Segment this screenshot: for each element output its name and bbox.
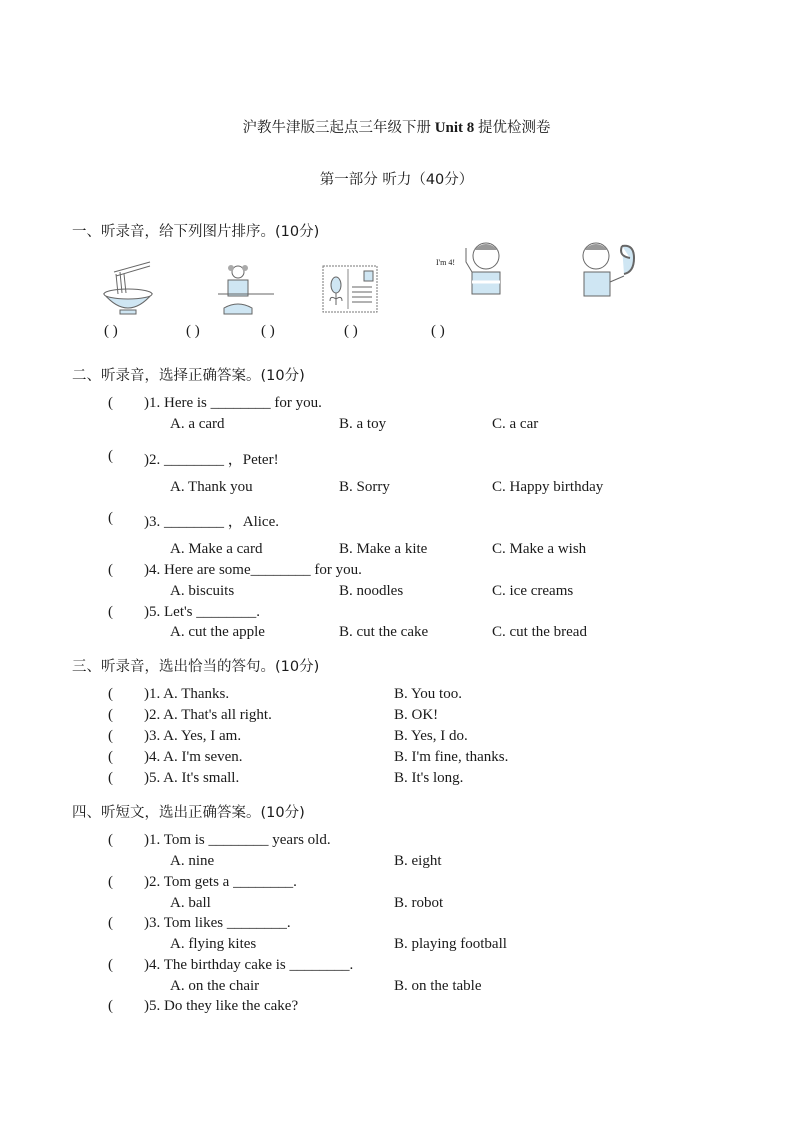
answer-paren[interactable]: ( bbox=[108, 957, 113, 973]
option-b: B. a toy bbox=[339, 416, 387, 432]
option-b: B. on the table bbox=[394, 978, 482, 994]
option-b: B. eight bbox=[394, 853, 442, 869]
option-c: C. Happy birthday bbox=[492, 479, 604, 495]
title-prefix: 沪教牛津版三起点三年级下册 bbox=[242, 120, 431, 136]
option-a: A. Thank you bbox=[170, 479, 253, 495]
option-b: B. Yes, I do. bbox=[394, 728, 468, 744]
answer-paren[interactable]: ( bbox=[108, 832, 113, 848]
option-a: A. cut the apple bbox=[170, 624, 265, 640]
question-stem: )1. Here is ________ for you. bbox=[144, 395, 322, 411]
option-a: )2. A. That's all right. bbox=[144, 707, 272, 723]
answer-paren[interactable]: ( bbox=[108, 998, 113, 1014]
answer-paren[interactable]: ( bbox=[108, 448, 113, 464]
option-a: A. on the chair bbox=[170, 978, 260, 994]
option-b: B. robot bbox=[394, 895, 444, 911]
document-title bbox=[0, 116, 793, 137]
question-stem: )3. Tom likes ________. bbox=[144, 915, 291, 931]
section4-heading: 四、听短文，选出正确答案。(10分) bbox=[72, 805, 305, 821]
answer-paren[interactable]: ( bbox=[108, 728, 113, 744]
title-unit: Unit 8 bbox=[434, 120, 475, 136]
option-a: )5. A. It's small. bbox=[144, 770, 240, 786]
answer-paren[interactable]: ( bbox=[108, 749, 113, 765]
option-b: B. playing football bbox=[394, 936, 507, 952]
option-c: C. cut the bread bbox=[492, 624, 587, 640]
question-stem: )2. Tom gets a ________. bbox=[144, 874, 297, 890]
option-c: C. Make a wish bbox=[492, 541, 587, 557]
noodles-bowl-image bbox=[100, 260, 156, 318]
option-b: B. You too. bbox=[394, 686, 462, 702]
option-a: A. flying kites bbox=[170, 936, 257, 952]
answer-paren[interactable]: ( bbox=[108, 707, 113, 723]
question-stem: )4. Here are some________ for you. bbox=[144, 562, 362, 578]
picture-caption-im-4: I'm 4! bbox=[436, 258, 455, 267]
option-a: )3. A. Yes, I am. bbox=[144, 728, 242, 744]
answer-paren[interactable]: ( bbox=[108, 915, 113, 931]
postcard-image bbox=[322, 265, 378, 315]
option-c: C. a car bbox=[492, 416, 539, 432]
answer-paren[interactable]: ( bbox=[108, 686, 113, 702]
option-b: B. I'm fine, thanks. bbox=[394, 749, 509, 765]
question-stem: )3. ________ ，Alice. bbox=[144, 514, 279, 530]
option-b: B. OK! bbox=[394, 707, 439, 723]
question-stem: )5. Let's ________. bbox=[144, 604, 261, 620]
answer-paren[interactable]: ( bbox=[108, 604, 113, 620]
option-a: A. a card bbox=[170, 416, 225, 432]
option-b: B. Sorry bbox=[339, 479, 390, 495]
girl-making-card-image bbox=[218, 262, 274, 318]
answer-blank-5[interactable]: ( ) bbox=[431, 323, 445, 339]
boy-holding-four-fingers-image bbox=[458, 238, 508, 298]
question-stem: )1. Tom is ________ years old. bbox=[144, 832, 331, 848]
option-b: B. It's long. bbox=[394, 770, 464, 786]
question-stem: )5. Do they like the cake? bbox=[144, 998, 299, 1014]
option-a: )4. A. I'm seven. bbox=[144, 749, 243, 765]
answer-blank-1[interactable]: ( ) bbox=[104, 323, 118, 339]
option-b: B. noodles bbox=[339, 583, 404, 599]
answer-paren[interactable]: ( bbox=[108, 562, 113, 578]
option-a: A. Make a card bbox=[170, 541, 263, 557]
answer-paren[interactable]: ( bbox=[108, 395, 113, 411]
option-a: A. ball bbox=[170, 895, 211, 911]
answer-blank-3[interactable]: ( ) bbox=[261, 323, 275, 339]
part-heading: 第一部分 听力（40分） bbox=[319, 172, 474, 188]
answer-blank-4[interactable]: ( ) bbox=[344, 323, 358, 339]
question-stem: )2. ________ ，Peter! bbox=[144, 452, 279, 468]
question-stem: )4. The birthday cake is ________. bbox=[144, 957, 354, 973]
option-a: A. nine bbox=[170, 853, 215, 869]
option-a: )1. A. Thanks. bbox=[144, 686, 230, 702]
section2-heading: 二、听录音，选择正确答案。(10分) bbox=[72, 368, 305, 384]
boy-with-number-nine-image bbox=[578, 238, 640, 298]
option-b: B. cut the cake bbox=[339, 624, 429, 640]
answer-paren[interactable]: ( bbox=[108, 510, 113, 526]
answer-blank-2[interactable]: ( ) bbox=[186, 323, 200, 339]
answer-paren[interactable]: ( bbox=[108, 770, 113, 786]
option-a: A. biscuits bbox=[170, 583, 235, 599]
option-c: C. ice creams bbox=[492, 583, 574, 599]
option-b: B. Make a kite bbox=[339, 541, 428, 557]
answer-paren[interactable]: ( bbox=[108, 874, 113, 890]
section3-heading: 三、听录音，选出恰当的答句。(10分) bbox=[72, 659, 320, 675]
title-suffix: 提优检测卷 bbox=[478, 120, 551, 136]
section1-heading: 一、听录音，给下列图片排序。(10分) bbox=[72, 224, 320, 240]
